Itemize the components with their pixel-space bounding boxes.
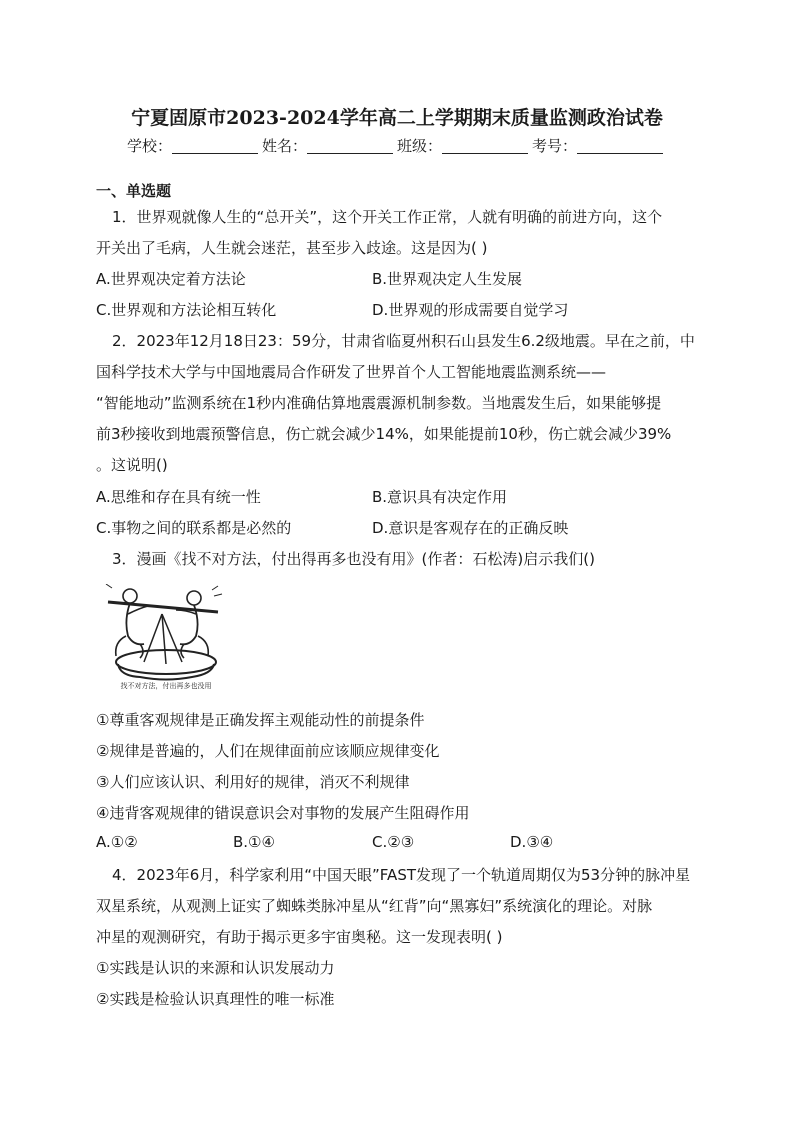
- q3-statement-3: ③人们应该认识、利用好的规律，消灭不利规律: [96, 773, 410, 791]
- q3-stem-line: 3．漫画《找不对方法，付出得再多也没有用》(作者：石松涛)启示我们(): [112, 550, 595, 568]
- q4-statement-1: ①实践是认识的来源和认识发展动力: [96, 959, 335, 977]
- class-label: 班级：: [397, 137, 443, 155]
- class-blank[interactable]: [442, 139, 528, 154]
- q1-option-c[interactable]: C.世界观和方法论相互转化: [96, 301, 277, 319]
- q1-option-a[interactable]: A.世界观决定着方法论: [96, 270, 246, 288]
- q3-statement-4: ④违背客观规律的错误意识会对事物的发展产生阻碍作用: [96, 804, 470, 822]
- q4-stem-line: 双星系统，从观测上证实了蜘蛛类脉冲星从“红背”向“黑寡妇”系统演化的理论。对脉: [96, 897, 653, 915]
- q4-statement-2: ②实践是检验认识真理性的唯一标准: [96, 990, 335, 1008]
- comic-drawing: [100, 584, 232, 692]
- exam-number-label: 考号：: [532, 137, 578, 155]
- q1-option-d[interactable]: D.世界观的形成需要自觉学习: [372, 301, 569, 319]
- q2-option-b[interactable]: B.意识具有决定作用: [372, 488, 508, 506]
- comic-caption: 找不对方法，付出再多也没用: [120, 682, 212, 690]
- q2-option-a[interactable]: A.思维和存在具有统一性: [96, 488, 261, 506]
- q1-stem-line: 开关出了毛病，人生就会迷茫，甚至步入歧途。这是因为( ): [96, 239, 488, 257]
- section-title: 一、单选题: [96, 182, 172, 200]
- q1-stem-line: 1．世界观就像人生的“总开关”，这个开关工作正常，人就有明确的前进方向，这个: [112, 208, 663, 226]
- q3-statement-1: ①尊重客观规律是正确发挥主观能动性的前提条件: [96, 711, 425, 729]
- school-label: 学校：: [126, 137, 172, 155]
- q2-stem-line: 2．2023年12月18日23：59分，甘肃省临夏州积石山县发生6.2级地震。早在之前，中: [112, 332, 695, 350]
- exam-title: 宁夏固原市2023-2024学年高二上学期期末质量监测政治试卷: [131, 107, 663, 129]
- q3-option-b[interactable]: B.①④: [233, 833, 275, 851]
- student-info-line: [0, 135, 794, 156]
- q3-option-a[interactable]: A.①②: [96, 833, 138, 851]
- exam-number-blank[interactable]: [577, 139, 663, 154]
- q2-option-d[interactable]: D.意识是客观存在的正确反映: [372, 519, 569, 537]
- name-label: 姓名：: [261, 137, 307, 155]
- q3-option-c[interactable]: C.②③: [372, 833, 415, 851]
- q3-option-d[interactable]: D.③④: [510, 833, 554, 851]
- q4-stem-line: 4．2023年6月，科学家利用“中国天眼”FAST发现了一个轨道周期仅为53分钟的脉冲星: [112, 866, 691, 884]
- name-blank[interactable]: [307, 139, 393, 154]
- q2-stem-line: “智能地动”监测系统在1秒内准确估算地震震源机制参数。当地震发生后，如果能够提: [96, 394, 662, 412]
- q1-option-b[interactable]: B.世界观决定人生发展: [372, 270, 523, 288]
- q3-statement-2: ②规律是普遍的，人们在规律面前应该顺应规律变化: [96, 742, 440, 760]
- q2-stem-line: 前3秒接收到地震预警信息，伤亡就会减少14%，如果能提前10秒，伤亡就会减少39%: [96, 425, 672, 443]
- school-blank[interactable]: [172, 139, 258, 154]
- q2-stem-line: 国科学技术大学与中国地震局合作研发了世界首个人工智能地震监测系统——: [96, 363, 607, 381]
- q2-stem-line: 。这说明(): [96, 456, 168, 474]
- q2-option-c[interactable]: C.事物之间的联系都是必然的: [96, 519, 292, 537]
- q4-stem-line: 冲星的观测研究，有助于揭示更多宇宙奥秘。这一发现表明( ): [96, 928, 503, 946]
- comic-image: [100, 584, 232, 692]
